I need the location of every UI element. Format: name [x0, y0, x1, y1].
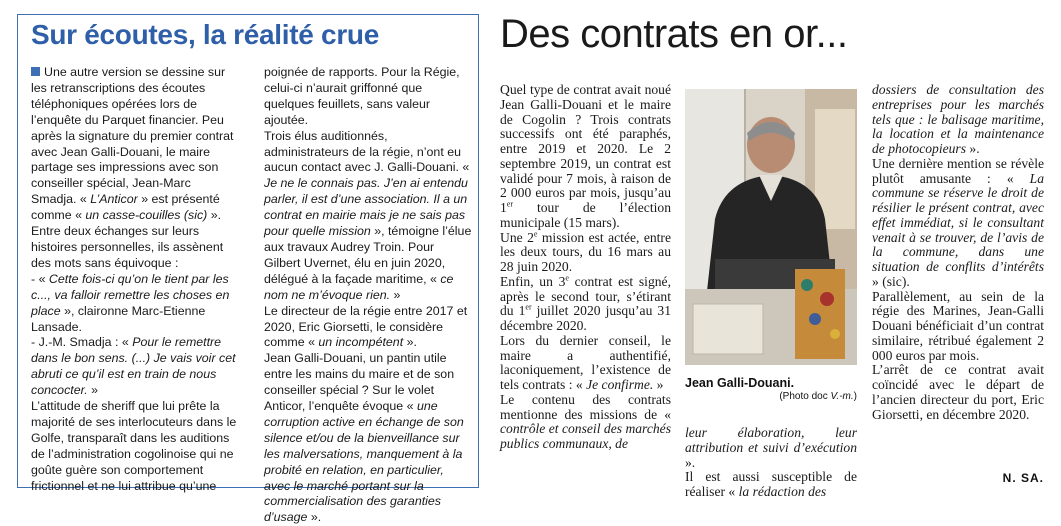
- article-paragraph: Lors du dernier conseil, le maire a authentifié, laconiquement, l’existence de tels contrats : « Je confirme. »: [500, 332, 671, 392]
- photo-caption: [685, 376, 857, 402]
- article-paragraph: Quel type de contrat avait noué Jean Galli-Douani et le maire de Cogolin ? Trois contrats successifs ont été paraphés, entre 2019 et 2020. Le 2 septembre 2019, un contrat est validé pour 7 mois, à raison de 2 000 euros par mois, jusqu’au 1er tour de l’élection municipale (15 mars).: [500, 82, 671, 230]
- portrait-illustration: [685, 89, 857, 365]
- square-bullet-icon: [31, 67, 40, 76]
- caption-name: Jean Galli-Douani.: [685, 376, 795, 390]
- sidebar-title: Sur écoutes, la réalité crue: [31, 19, 379, 50]
- photo-credit: (Photo doc V.-m.): [779, 391, 857, 402]
- article-paragraph: Le contenu des contrats mentionne des missions de « contrôle et conseil des marchés publics communaux, de: [500, 391, 671, 451]
- sidebar-column-1: [31, 65, 239, 494]
- article-paragraph: Une 2e mission est actée, entre les deux tours, du 16 mars au 28 juin 2020.: [500, 228, 671, 274]
- article-column-3: [872, 83, 1044, 422]
- article-headline: Des contrats en or...: [500, 12, 848, 56]
- sidebar-paragraph: L’attitude de sheriff que lui prête la majorité de ses interlocuteurs dans le Golfe, transparaît dans les auditions de l’administration cogolinoise qui ne goûte guère son comportement frictionnel et ne lui attribue qu’une: [31, 399, 237, 493]
- sidebar-box: [17, 14, 479, 525]
- article-column-2: [685, 426, 857, 500]
- sidebar-paragraph: Une autre version se dessine sur les retranscriptions des écoutes téléphoniques opérées lors de l’enquête du Parquet financier. Peu après la signature du premier contrat avec Jean Galli-Douani, le maire partage ses impressions avec son conseiller spécial, Jean-Marc Smadja. « L’Anticor » est présenté comme « un casse-couilles (sic) ». Entre deux échanges sur leurs histoires personnelles, ils assènent des mots sans équivoque :: [31, 65, 234, 270]
- sidebar-column-2: [264, 65, 472, 526]
- article-paragraph: Parallèlement, au sein de la régie des Marines, Jean-Galli Douani bénéficiait d’un contrat similaire, rétribué également 2 000 euros par mois.: [872, 288, 1044, 363]
- sidebar-paragraph: Le directeur de la régie entre 2017 et 2020, Eric Giorsetti, le considère comme « un incompétent ».: [264, 303, 468, 350]
- article-paragraph: leur élaboration, leur attribution et suivi d’exécution ».: [685, 425, 857, 470]
- article-paragraph: dossiers de consultation des entreprises pour les marchés tels que : le balisage maritime, la location et la maintenance de photocopieurs ».: [872, 82, 1044, 156]
- portrait-photo: [685, 89, 857, 365]
- sidebar-paragraph: Jean Galli-Douani, un pantin utile entre les mains du maire et de son conseiller spécial ? Sur le volet Anticor, l’enquête évoque « une corruption active en échange de son silence et/ou de la bienveillance sur les malversations, manquement à la probité en relation, en particulier, avec le marché portant sur la commercialisation des garanties d’usage ».: [264, 351, 464, 525]
- sidebar-paragraph: poignée de rapports. Pour la Régie, celui-ci n’aurait griffonné que quelques feuillets, sans valeur ajoutée.: [264, 65, 460, 127]
- article-paragraph: L’arrêt de ce contrat avait coïncidé avec le départ de l’ancien directeur du port, Eric Giorsetti, en décembre 2020.: [872, 362, 1044, 422]
- author-signature: N. SA.: [1002, 471, 1044, 485]
- sidebar-paragraph: Trois élus auditionnés, administrateurs de la régie, n’ont eu aucun contact avec J. Galli-Douani. « Je ne le connais pas. J’en ai entendu parler, il est d’une association. Il a un contrat en mairie mais je ne sais pas pour quelle mission », témoigne l’élue aux travaux Audrey Troin. Pour Gilbert Uvernet, élu en juin 2020, délégué à la façade maritime, « ce nom ne m’évoque rien. »: [264, 128, 472, 302]
- sidebar-paragraph: - J.-M. Smadja : « Pour le remettre dans le bon sens. (...) Je vais voir cet abruti ce qu’il est en train de nous concocter. »: [31, 335, 236, 398]
- article-paragraph: Une dernière mention se révèle plutôt amusante : « La commune se réserve le droit de résilier le présent contrat, avec effet immédiat, si le consultant venait à se trouver, de l’avis de la commune, dans une situation de conflits d’intérêts » (sic).: [872, 155, 1044, 289]
- article-column-1: [500, 83, 671, 452]
- article-paragraph: Enfin, un 3e contrat est signé, après le second tour, s’étirant du 1er juillet 2020 jusqu’au 31 décembre 2020.: [500, 273, 671, 333]
- article-paragraph: Il est aussi susceptible de réaliser « la rédaction des: [685, 469, 857, 499]
- sidebar-paragraph: - « Cette fois-ci qu’on le tient par les c..., va falloir remettre les choses en place », claironne Marc-Etienne Lansade.: [31, 271, 230, 334]
